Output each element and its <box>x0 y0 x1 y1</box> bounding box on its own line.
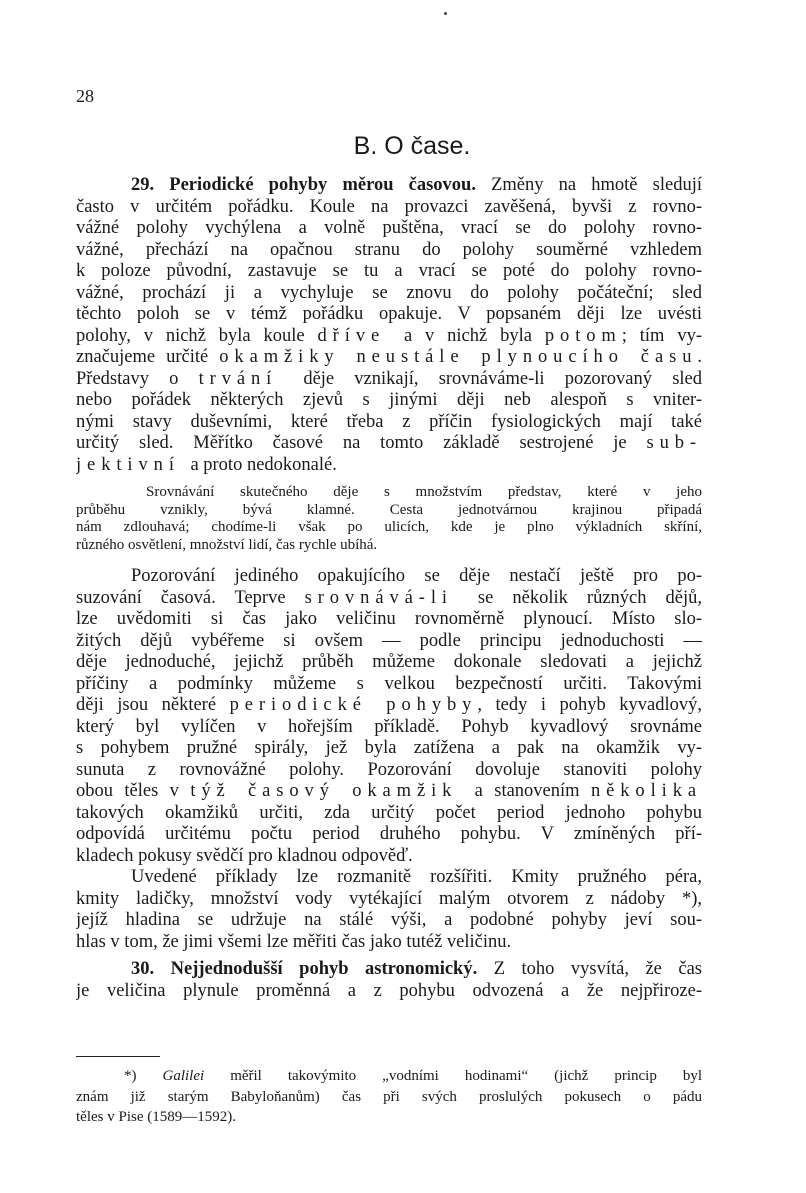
text-line <box>76 803 702 825</box>
text-segment: příčiny a podmínky můžeme s velkou bezpečností určiti. Takovými <box>76 673 702 694</box>
text-segment: nými stavy duševními, které třeba z příčin fysiologických mají také <box>76 411 702 432</box>
text-line <box>76 566 702 588</box>
text-segment: těles v Pise (1589—1592). <box>76 1109 236 1125</box>
text-segment: ; tím vy- <box>621 325 702 346</box>
text-segment: značujeme určité <box>76 347 220 367</box>
emphasized-text: periodické pohyby <box>229 695 478 715</box>
footnote-divider <box>76 1056 160 1057</box>
text-line <box>76 175 702 197</box>
text-line <box>76 652 702 674</box>
para-30 <box>76 959 702 1002</box>
text-line <box>76 1107 702 1128</box>
text-segment: vážné, přechází na opačnou stranu do polohy souměrné vzhledem <box>76 239 702 260</box>
text-line <box>76 484 702 502</box>
section-heading: 29. Periodické pohyby měrou časovou. <box>131 175 492 195</box>
text-segment: nebo pořádek některých zjevů s jinými ději neb alespoň s vniter- <box>76 390 702 410</box>
section-title: B. O čase. <box>353 132 471 160</box>
text-segment: . <box>697 347 702 367</box>
text-segment: je veličina plynule proměnná a z pohybu odvozená a že nejpřiroze- <box>76 980 702 1001</box>
text-segment: jejíž hladina se udržuje na stálé výši, a podobné pohyby jeví sou- <box>76 910 702 930</box>
text-segment: měřil takovýmito „vodními hodinami“ (jichž princip byl <box>230 1068 702 1084</box>
text-segment: Srovnávání skutečného děje s množstvím představ, které v jeho <box>146 484 702 500</box>
text-segment: se několik různých dějů, <box>477 587 702 608</box>
emphasized-text: několika <box>590 781 702 801</box>
text-segment: odpovídá určitému počtu period druhého pohybu. V zmíněných pří- <box>76 824 702 844</box>
text-line <box>76 910 702 932</box>
text-line <box>76 218 702 240</box>
text-line <box>76 846 702 868</box>
text-line <box>76 326 702 348</box>
text-segment: k poloze původní, zastavuje se tu a vrací se poté do polohy rovno- <box>76 261 702 281</box>
para-29 <box>76 175 702 476</box>
emphasized-text: srovnává-li <box>304 587 478 608</box>
text-line <box>76 760 702 782</box>
text-line <box>76 1087 702 1108</box>
text-segment: suzování časová. Teprve <box>76 587 305 608</box>
note-small <box>76 484 702 554</box>
text-line <box>76 959 702 981</box>
text-segment: , tedy i pohyb kyvadlový, <box>477 695 702 715</box>
scan-speck <box>444 12 447 15</box>
text-segment: těchto poloh se v témž pořádku opakuje. V popsaném ději lze uvésti <box>76 304 702 324</box>
text-segment: Uvedené příklady lze rozmanitě rozšířiti. Kmity pružného péra, <box>131 867 702 887</box>
page-number: 28 <box>76 86 94 106</box>
text-line <box>76 717 702 739</box>
text-line <box>76 609 702 631</box>
text-line <box>76 433 702 455</box>
text-segment: vážné, prochází ji a vychyluje se znovu do polohy počáteční; sled <box>76 282 702 303</box>
footnote <box>76 1066 702 1128</box>
text-segment: Změny na hmotě sledují <box>491 175 702 195</box>
text-line <box>76 695 702 717</box>
text-segment: určitý sled. Měřítko časové na tomto základě sestrojené je <box>76 433 647 453</box>
text-line <box>76 1066 702 1087</box>
text-line <box>76 519 702 537</box>
text-segment: Z toho vysvítá, že čas <box>493 959 702 979</box>
emphasized-text: sub- <box>646 433 702 453</box>
text-segment: polohy, v nichž byla koule <box>76 325 318 346</box>
text-line <box>76 502 702 520</box>
text-line <box>76 283 702 305</box>
text-line <box>76 455 702 477</box>
section-heading: 30. Nejjednodušší pohyb astronomický. <box>131 959 494 979</box>
text-segment: kladech pokusy svědčí pro kladnou odpověď. <box>76 845 413 866</box>
text-segment: často v určitém pořádku. Koule na provazci zavěšená, byvši z rovno- <box>76 196 702 217</box>
text-line <box>76 674 702 696</box>
text-line <box>76 369 702 391</box>
text-line <box>76 240 702 262</box>
text-line <box>76 867 702 889</box>
text-line <box>76 824 702 846</box>
text-line <box>76 981 702 1003</box>
emphasized-text: potom <box>544 325 622 346</box>
text-segment: *) <box>124 1068 163 1084</box>
text-line <box>76 304 702 326</box>
text-segment: sunuta z rovnovážné polohy. Pozorování dovoluje stanoviti polohy <box>76 759 702 780</box>
text-segment: Pozorování jediného opakujícího se děje nestačí ještě pro po- <box>131 566 702 586</box>
text-line <box>76 889 702 911</box>
text-segment: a proto nedokonalé. <box>190 454 337 475</box>
text-segment: který byl vylíčen v hořejším příkladě. Pohyb kyvadlový srovnáme <box>76 716 702 737</box>
text-segment: děje vznikají, srovnáváme-li pozorovaný sled <box>303 368 702 389</box>
text-segment: kmity ladičky, množství vody vytékající malým otvorem z nádoby *), <box>76 888 702 909</box>
text-line <box>76 261 702 283</box>
text-segment: průběhu vznikly, bývá klamné. Cesta jednotvárnou krajinou připadá <box>76 501 702 518</box>
text-line <box>76 347 702 369</box>
text-segment: hlas v tom, že jimi všemi lze měřiti čas jako tutéž veličinu. <box>76 931 512 952</box>
text-segment: různého osvětlení, množství lidí, čas rychle ubíhá. <box>76 536 378 553</box>
text-line <box>76 390 702 412</box>
text-line <box>76 738 702 760</box>
emphasized-text: jektivní <box>76 454 191 475</box>
text-segment: lze uvědomiti si čas jako veličinu rovnoměrně plynoucí. Místo slo- <box>76 609 702 629</box>
text-segment: s pohybem pružné spirály, jež byla zatížena a pak na okamžik vy- <box>76 738 702 758</box>
para-observation <box>76 566 702 953</box>
text-line <box>76 932 702 954</box>
text-segment: znám již starým Babyloňanům) čas při svých proslulých pokusech o pádu <box>76 1088 702 1105</box>
text-line <box>76 537 702 555</box>
text-segment: obou těles v <box>76 781 191 801</box>
emphasized-text: týž časový okamžik <box>190 781 475 801</box>
emphasized-text: okamžiky neustále plynoucího času <box>219 347 698 367</box>
text-line <box>76 588 702 610</box>
emphasized-text: dříve <box>317 325 404 346</box>
text-segment: a v nichž byla <box>403 325 545 346</box>
text-segment: žitých dějů vybéřeme si ovšem — podle principu jednoduchosti — <box>76 630 702 651</box>
text-line <box>76 197 702 219</box>
text-line <box>76 412 702 434</box>
text-line <box>76 781 702 803</box>
text-segment: nám zdlouhavá; chodíme-li však po ulicích, kde je plno výkladních skříní, <box>76 519 702 536</box>
text-segment: takových okamžiků určiti, zda určitý počet period jednoho pohybu <box>76 802 702 823</box>
text-segment: děje jednoduché, jejichž průběh můžeme dokonale sledovati a jejichž <box>76 652 702 672</box>
text-segment: ději jsou některé <box>76 695 230 715</box>
text-segment: vážné polohy vychýlena a volně puštěna, vrací se do polohy rovno- <box>76 218 702 238</box>
text-line <box>76 631 702 653</box>
text-segment: Představy o <box>76 368 199 389</box>
emphasized-text: trvání <box>198 368 304 389</box>
italic-name: Galilei <box>162 1068 231 1084</box>
text-segment: a stanovením <box>474 781 591 801</box>
